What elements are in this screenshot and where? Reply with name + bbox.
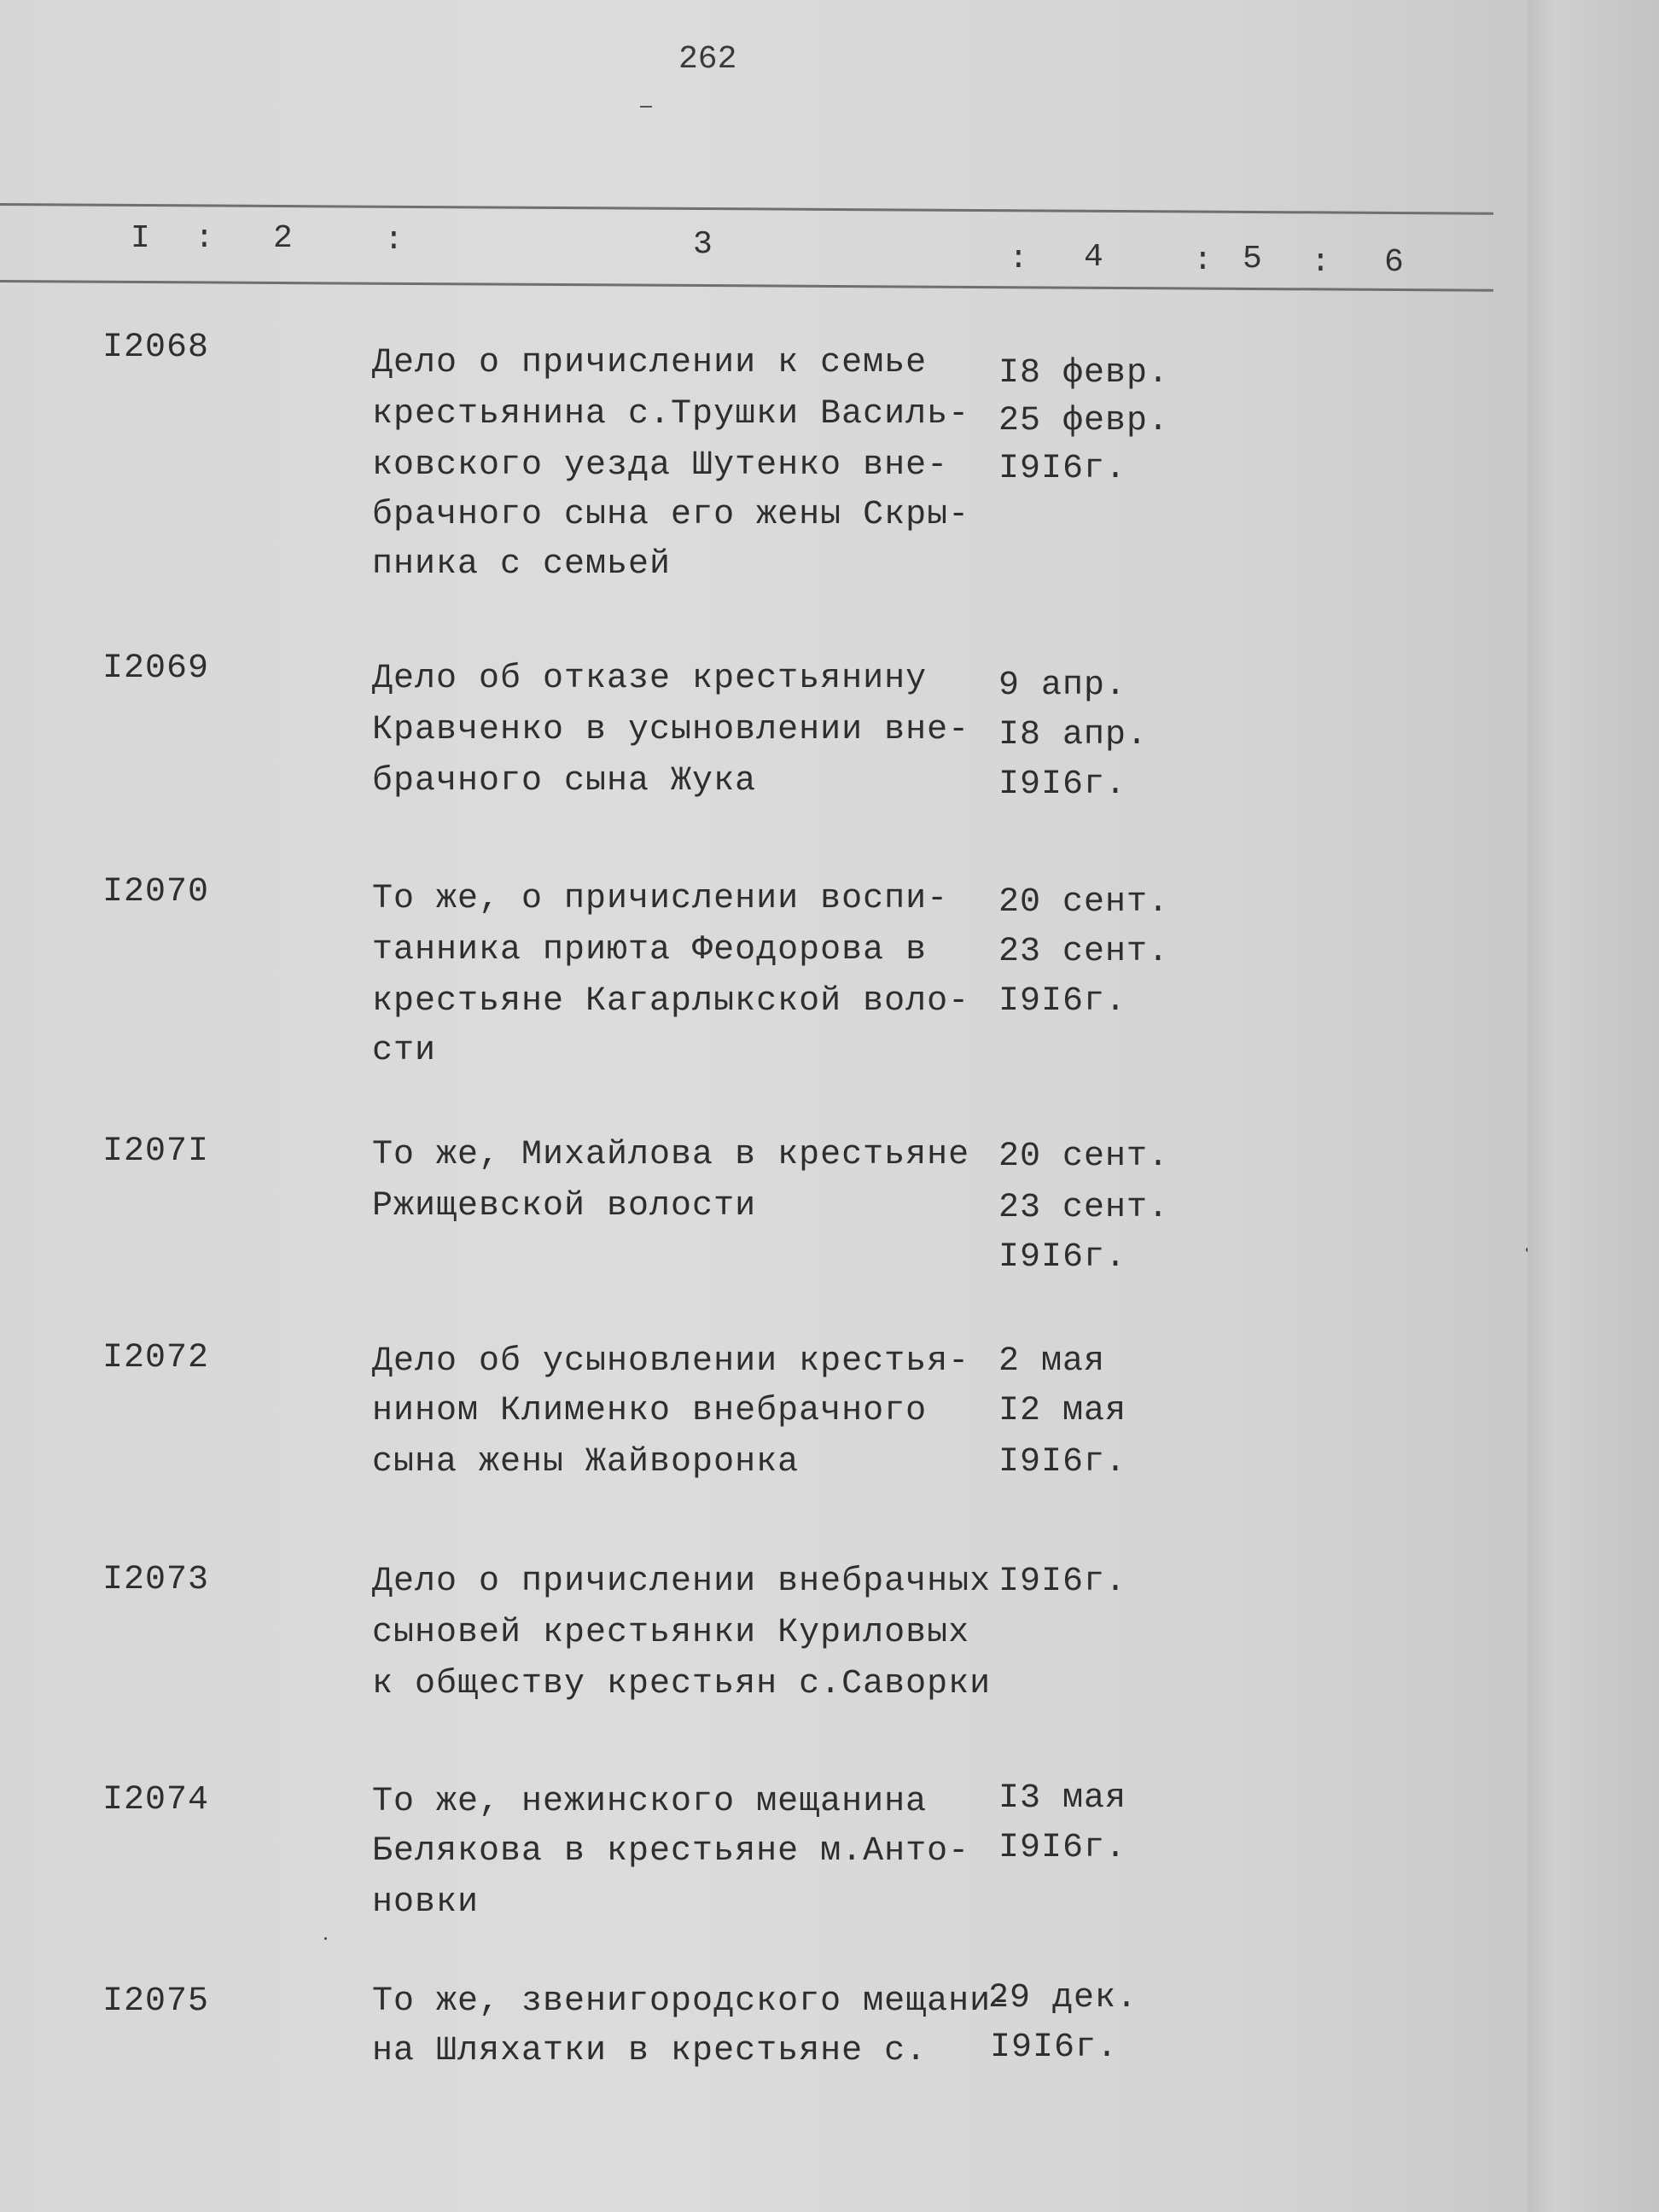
entry-description-line: к обществу крестьян с.Саворки [372, 1665, 992, 1703]
entry-date: 23 сент. [998, 933, 1170, 971]
entry-date: I9I6г. [998, 1238, 1127, 1277]
entry-description-line: нином Клименко внебрачного [372, 1392, 928, 1430]
column-header-separator: : [195, 220, 214, 257]
column-header-1: I [131, 220, 150, 257]
entry-description-line: Ржищевской волости [372, 1187, 757, 1225]
entry-date: 23 сент. [998, 1189, 1170, 1227]
entry-date: I9I6г. [998, 1563, 1127, 1601]
column-header-5: 5 [1243, 241, 1262, 277]
entry-description-line: крестьянина с.Трушки Василь- [372, 395, 970, 434]
entry-date: I2 мая [998, 1392, 1127, 1430]
entry-date: I9I6г. [998, 1829, 1127, 1867]
entry-date: 20 сент. [998, 883, 1170, 922]
page-number-mark [640, 106, 652, 108]
column-header-2: 2 [273, 220, 293, 257]
entry-description-line: То же, Михайлова в крестьяне [372, 1136, 970, 1174]
entry-date: I9I6г. [998, 982, 1127, 1021]
entry-description-line: брачного сына Жука [372, 762, 757, 800]
entry-date: I9I6г. [990, 2029, 1119, 2067]
entry-number: I2075 [102, 1982, 210, 2021]
entry-description-line: новки [372, 1883, 480, 1922]
entry-date: 9 апр. [998, 667, 1127, 705]
entry-date: 25 февр. [998, 402, 1170, 440]
entry-date: I3 мая [998, 1779, 1127, 1818]
column-header-4: 4 [1084, 239, 1103, 276]
column-header-6: 6 [1384, 244, 1404, 281]
entry-date: I9I6г. [998, 1443, 1127, 1481]
entry-number: I2074 [102, 1781, 210, 1819]
paper-speck [324, 1937, 327, 1940]
entry-date: I9I6г. [998, 450, 1127, 488]
entry-number: I2072 [102, 1339, 210, 1377]
entry-date: 20 сент. [998, 1138, 1170, 1176]
entry-description-line: сти [372, 1032, 437, 1070]
entry-number: I2068 [102, 329, 210, 367]
entry-description-line: Дело об отказе крестьянину [372, 660, 928, 698]
entry-description-line: То же, нежинского мещанина [372, 1783, 928, 1821]
entry-number: I2069 [102, 649, 210, 688]
entry-number: I2070 [102, 873, 210, 911]
entry-description-line: крестьяне Кагарлыкской воло- [372, 982, 970, 1021]
entry-description-line: сыновей крестьянки Куриловых [372, 1614, 970, 1652]
adjacent-sheet-edge [1511, 0, 1659, 2212]
entry-description-line: Дело о причислении внебрачных [372, 1563, 992, 1601]
entry-date: I9I6г. [998, 765, 1127, 804]
entry-date: I8 апр. [998, 716, 1149, 754]
column-header-separator: : [1193, 242, 1213, 279]
entry-number: I207I [102, 1132, 210, 1171]
entry-description-line: Кравченко в усыновлении вне- [372, 711, 970, 749]
page-number: 262 [678, 41, 737, 78]
entry-description-line: То же, звенигородского мещани- [372, 1982, 1013, 2021]
entry-description-line: пника с семьей [372, 545, 672, 584]
paper-speck [1526, 1248, 1528, 1252]
column-header-separator: : [1311, 244, 1330, 281]
entry-date: I8 февр. [998, 354, 1170, 393]
header-rule-top [0, 203, 1493, 215]
entry-date: 2 мая [998, 1342, 1106, 1381]
entry-date: 29 дек. [988, 1979, 1138, 2017]
column-header-separator: : [1009, 241, 1028, 277]
entry-description-line: брачного сына его жены Скры- [372, 496, 970, 534]
entry-description-line: танника приюта Феодорова в [372, 931, 928, 969]
column-header-3: 3 [693, 226, 713, 263]
entry-description-line: Дело об усыновлении крестья- [372, 1342, 970, 1381]
column-header-separator: : [384, 222, 404, 259]
entry-description-line: на Шляхатки в крестьяне с. [372, 2032, 928, 2070]
entry-number: I2073 [102, 1561, 210, 1599]
entry-description-line: Белякова в крестьяне м.Анто- [372, 1832, 970, 1871]
entry-description-line: То же, о причислении воспи- [372, 880, 949, 918]
entry-description-line: Дело о причислении к семье [372, 344, 928, 382]
entry-description-line: сына жены Жайворонка [372, 1443, 800, 1481]
entry-description-line: ковского уезда Шутенко вне- [372, 446, 949, 485]
header-rule-bottom [0, 280, 1493, 292]
